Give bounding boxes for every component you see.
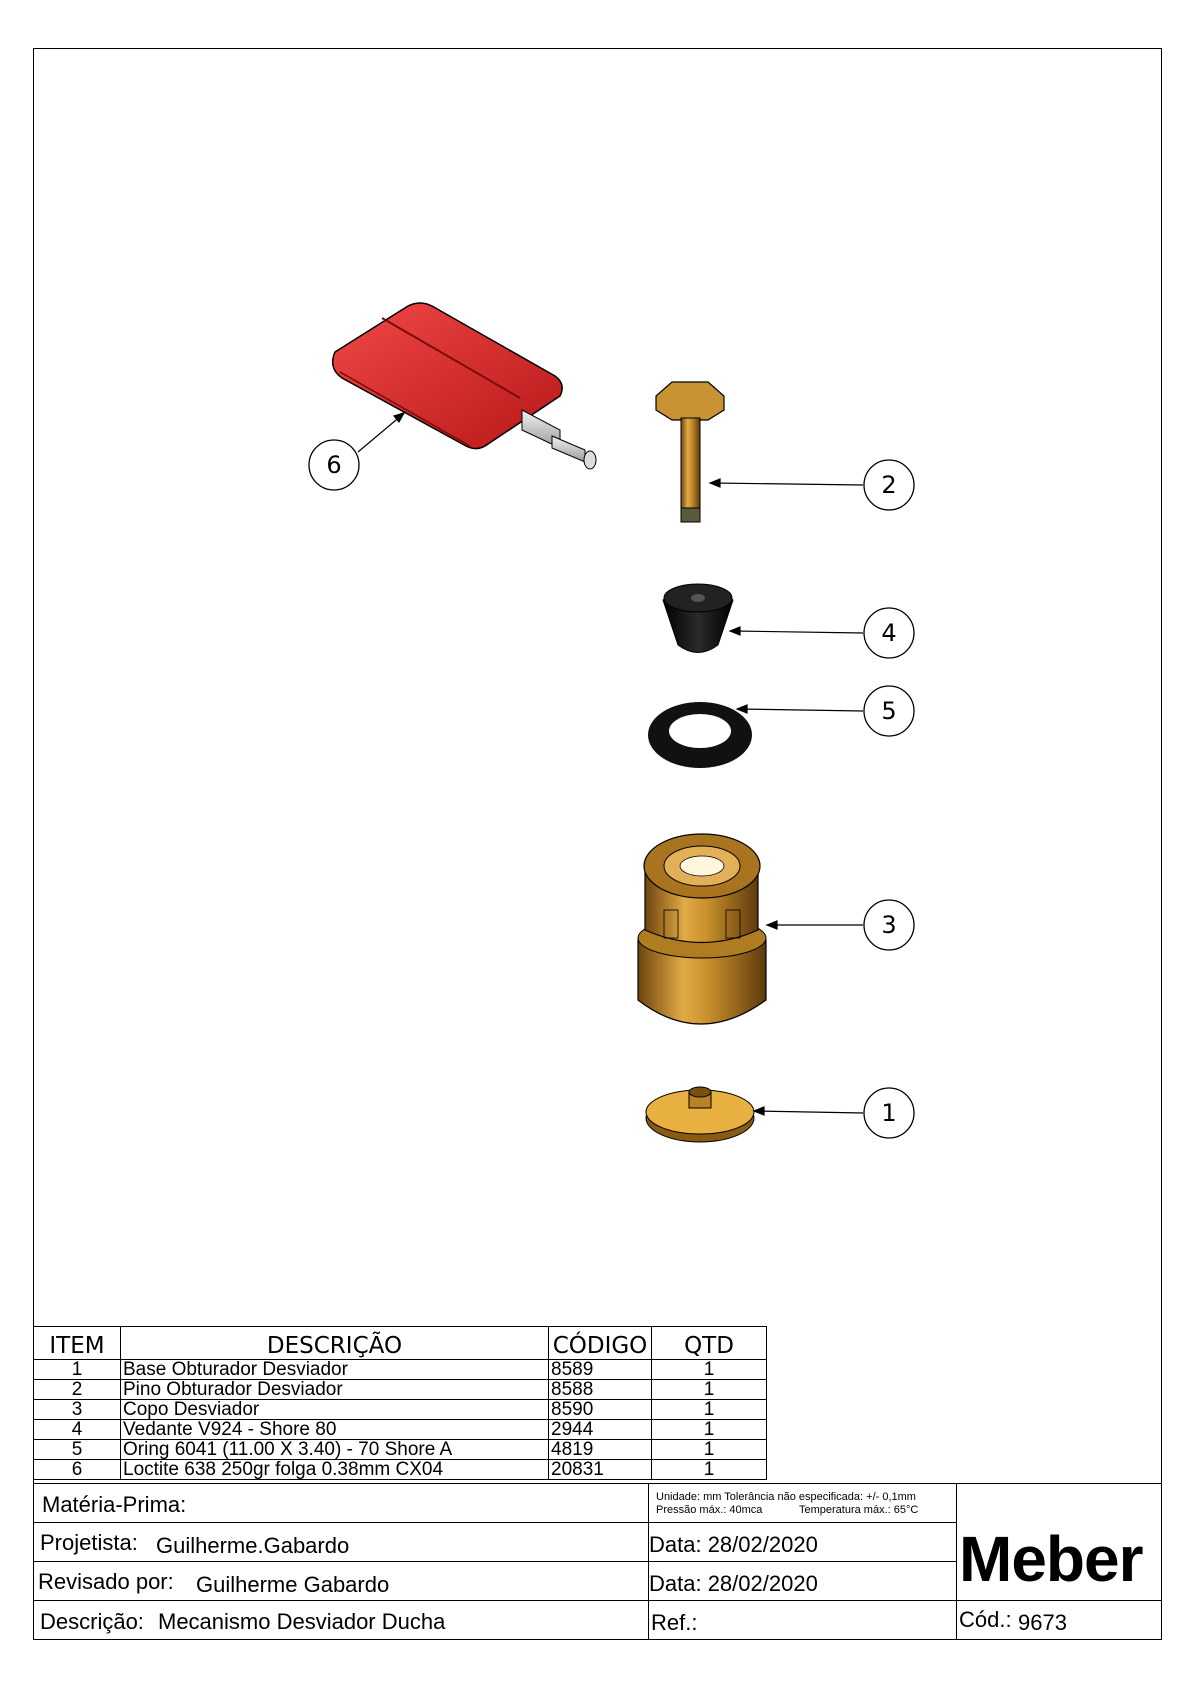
data-cell-1 (648, 1522, 957, 1562)
table-row (34, 1380, 767, 1400)
callout-6-label: 6 (326, 451, 342, 479)
revisado-label: Revisado por: (38, 1569, 174, 1594)
notes-line-2b: Temperatura máx.: 65°C (799, 1504, 919, 1516)
bom-cell-descricao: Base Obturador Desviador (121, 1360, 549, 1380)
bom-cell-qtd: 1 (652, 1460, 767, 1480)
callout-4-label: 4 (881, 619, 897, 647)
notes-line-2a: Pressão máx.: 40mca (656, 1504, 763, 1516)
bom-cell-codigo: 4819 (549, 1440, 652, 1460)
materia-prima-cell (33, 1483, 649, 1523)
bom-cell-qtd: 1 (652, 1360, 767, 1380)
callout-5-label: 5 (881, 697, 897, 725)
descricao-cell (33, 1600, 649, 1640)
bom-cell-item: 6 (34, 1460, 121, 1480)
table-row (34, 1440, 767, 1460)
company-logo: Meber (959, 1523, 1143, 1595)
ref-label: Ref.: (651, 1610, 698, 1635)
callout-1 (864, 1088, 914, 1138)
table-row (34, 1400, 767, 1420)
callout-2-label: 2 (881, 471, 897, 499)
cod-label: Cód.: (959, 1607, 1012, 1632)
bom-cell-codigo: 8588 (549, 1380, 652, 1400)
bom-cell-codigo: 8589 (549, 1360, 652, 1380)
table-row (34, 1360, 767, 1380)
bom-cell-item: 1 (34, 1360, 121, 1380)
bom-cell-qtd: 1 (652, 1440, 767, 1460)
cod-cell (956, 1600, 1162, 1640)
bom-cell-codigo: 2944 (549, 1420, 652, 1440)
table-row (34, 1420, 767, 1440)
part-loctite-tube (333, 303, 596, 469)
descricao-label: Descrição: (40, 1609, 144, 1634)
callout-3-label: 3 (881, 911, 897, 939)
bom-cell-qtd: 1 (652, 1400, 767, 1420)
callout-4 (864, 608, 914, 658)
part-vedante (663, 584, 733, 653)
bom-table (33, 1326, 767, 1480)
bom-cell-descricao: Oring 6041 (11.00 X 3.40) - 70 Shore A (121, 1440, 549, 1460)
revisado-cell (33, 1561, 649, 1601)
bom-cell-item: 4 (34, 1420, 121, 1440)
descricao-value: Mecanismo Desviador Ducha (158, 1609, 446, 1634)
projetista-label: Projetista: (40, 1530, 138, 1555)
callout-5 (864, 686, 914, 736)
ref-cell (648, 1600, 957, 1640)
callout-1-label: 1 (881, 1099, 897, 1127)
projetista-value: Guilherme.Gabardo (156, 1533, 350, 1558)
data-2: Data: 28/02/2020 (649, 1571, 818, 1596)
notes-cell (648, 1483, 957, 1523)
bom-cell-codigo: 20831 (549, 1460, 652, 1480)
part-copo-desviador (638, 834, 766, 1024)
bom-cell-item: 2 (34, 1380, 121, 1400)
bom-cell-item: 3 (34, 1400, 121, 1420)
bom-header-qtd: QTD (652, 1327, 767, 1360)
part-pino-obturador (656, 382, 724, 522)
bom-cell-qtd: 1 (652, 1380, 767, 1400)
leader-lines (358, 413, 863, 1115)
bom-header-row (34, 1327, 767, 1360)
bom-cell-descricao: Vedante V924 - Shore 80 (121, 1420, 549, 1440)
part-oring (648, 702, 752, 768)
callout-6 (309, 440, 359, 490)
cod-value: 9673 (1018, 1610, 1067, 1635)
projetista-cell (33, 1522, 649, 1562)
data-1: Data: 28/02/2020 (649, 1532, 818, 1557)
bom-cell-descricao: Loctite 638 250gr folga 0.38mm CX04 (121, 1460, 549, 1480)
bom-header-descricao: DESCRIÇÃO (121, 1327, 549, 1360)
table-row (34, 1460, 767, 1480)
bom-header-codigo: CÓDIGO (549, 1327, 652, 1360)
bom-cell-qtd: 1 (652, 1420, 767, 1440)
callout-2 (864, 460, 914, 510)
part-base-obturador (646, 1087, 754, 1142)
data-cell-2 (648, 1561, 957, 1601)
callout-3 (864, 900, 914, 950)
bom-cell-item: 5 (34, 1440, 121, 1460)
bom-cell-codigo: 8590 (549, 1400, 652, 1420)
revisado-value: Guilherme Gabardo (196, 1572, 390, 1597)
materia-prima-label: Matéria-Prima: (42, 1492, 187, 1517)
bom-cell-descricao: Pino Obturador Desviador (121, 1380, 549, 1400)
notes-line-1: Unidade: mm Tolerância não especificada: +/- 0,1mm (656, 1491, 916, 1503)
bom-cell-descricao: Copo Desviador (121, 1400, 549, 1420)
logo-cell (956, 1483, 1162, 1601)
bom-header-item: ITEM (34, 1327, 121, 1360)
